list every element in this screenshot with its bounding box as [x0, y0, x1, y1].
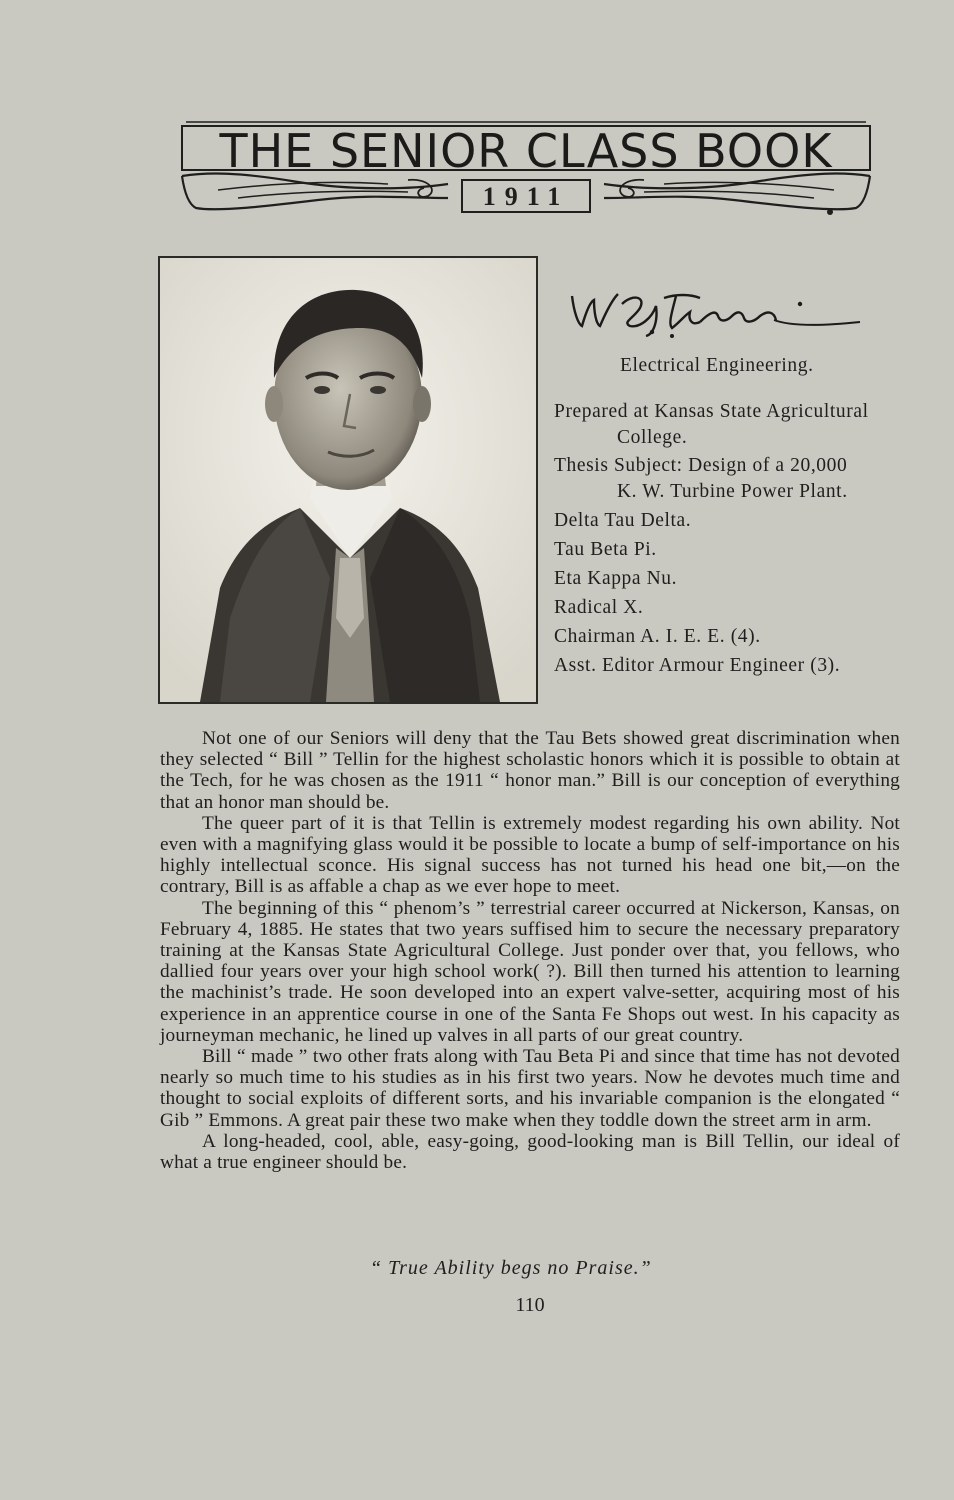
- page-header-year: 1911: [482, 182, 570, 211]
- page-header-title: THE SENIOR CLASS BOOK: [219, 124, 833, 178]
- organization: Delta Tau Delta.: [554, 510, 692, 531]
- signature-icon: [560, 282, 880, 342]
- signature: [560, 282, 880, 342]
- page-number: 110: [515, 1294, 545, 1316]
- prepared-at-line1: Prepared at Kansas State Agricultural: [554, 401, 869, 422]
- organization: Chairman A. I. E. E. (4).: [554, 626, 761, 647]
- paragraph: Bill “ made ” two other frats along with Tau Beta Pi and since that time has not devoted nearly so much time to his studies as in his first two years. Now he devotes much time and thought to social exploits of different sorts, and his invariable companion is the elongated “ Gib ” Emmons. A great pair these two make when they toddle down the street arm in arm.: [160, 1046, 900, 1131]
- portrait-photo: [158, 256, 538, 704]
- portrait-icon: [160, 258, 536, 702]
- thesis-line2: K. W. Turbine Power Plant.: [617, 481, 848, 502]
- biography-text: [160, 728, 900, 1173]
- organization: Tau Beta Pi.: [554, 539, 657, 560]
- prepared-at-line2: College.: [617, 427, 688, 448]
- organization: Eta Kappa Nu.: [554, 568, 678, 589]
- department: Electrical Engineering.: [620, 355, 814, 376]
- organization: Asst. Editor Armour Engineer (3).: [554, 655, 841, 676]
- paragraph: The beginning of this “ phenom’s ” terrestrial career occurred at Nickerson, Kansas, on February 4, 1885. He states that two years suffised him to secure the necessary preparatory training at the Kansas State Agricultural College. Just ponder over that, you fellows, who dallied four years over your high school work( ?). Bill then turned his attention to learning the machinist’s trade. He soon developed into an expert valve-setter, acquiring most of his experience in an apprentice course in one of the Santa Fe Shops out west. In his capacity as journeyman mechanic, he lined up valves in all parts of our great country.: [160, 897, 900, 1046]
- paragraph: The queer part of it is that Tellin is extremely modest regarding his own ability. Not even with a magnifying glass would it be possible to locate a bump of self-importance on his highly intellectual sconce. His signal success has not turned his head one bit,—on the contrary, Bill is as affable a chap as we ever hope to meet.: [160, 812, 900, 898]
- motto: “ True Ability begs no Praise.”: [370, 1257, 652, 1279]
- paragraph: Not one of our Seniors will deny that the Tau Bets showed great discrimination when they selected “ Bill ” Tellin for the highest scholastic honors which it is possible to obtain at the Tech, for he was chosen as the 1911 “ honor man.” Bill is our conception of everything that an honor man should be.: [160, 728, 900, 813]
- organization: Radical X.: [554, 597, 644, 618]
- header-banner: [178, 120, 874, 216]
- thesis-line1: Thesis Subject: Design of a 20,000: [554, 455, 848, 476]
- paragraph: A long-headed, cool, able, easy-going, good-looking man is Bill Tellin, our ideal of what a true engineer should be.: [160, 1130, 900, 1174]
